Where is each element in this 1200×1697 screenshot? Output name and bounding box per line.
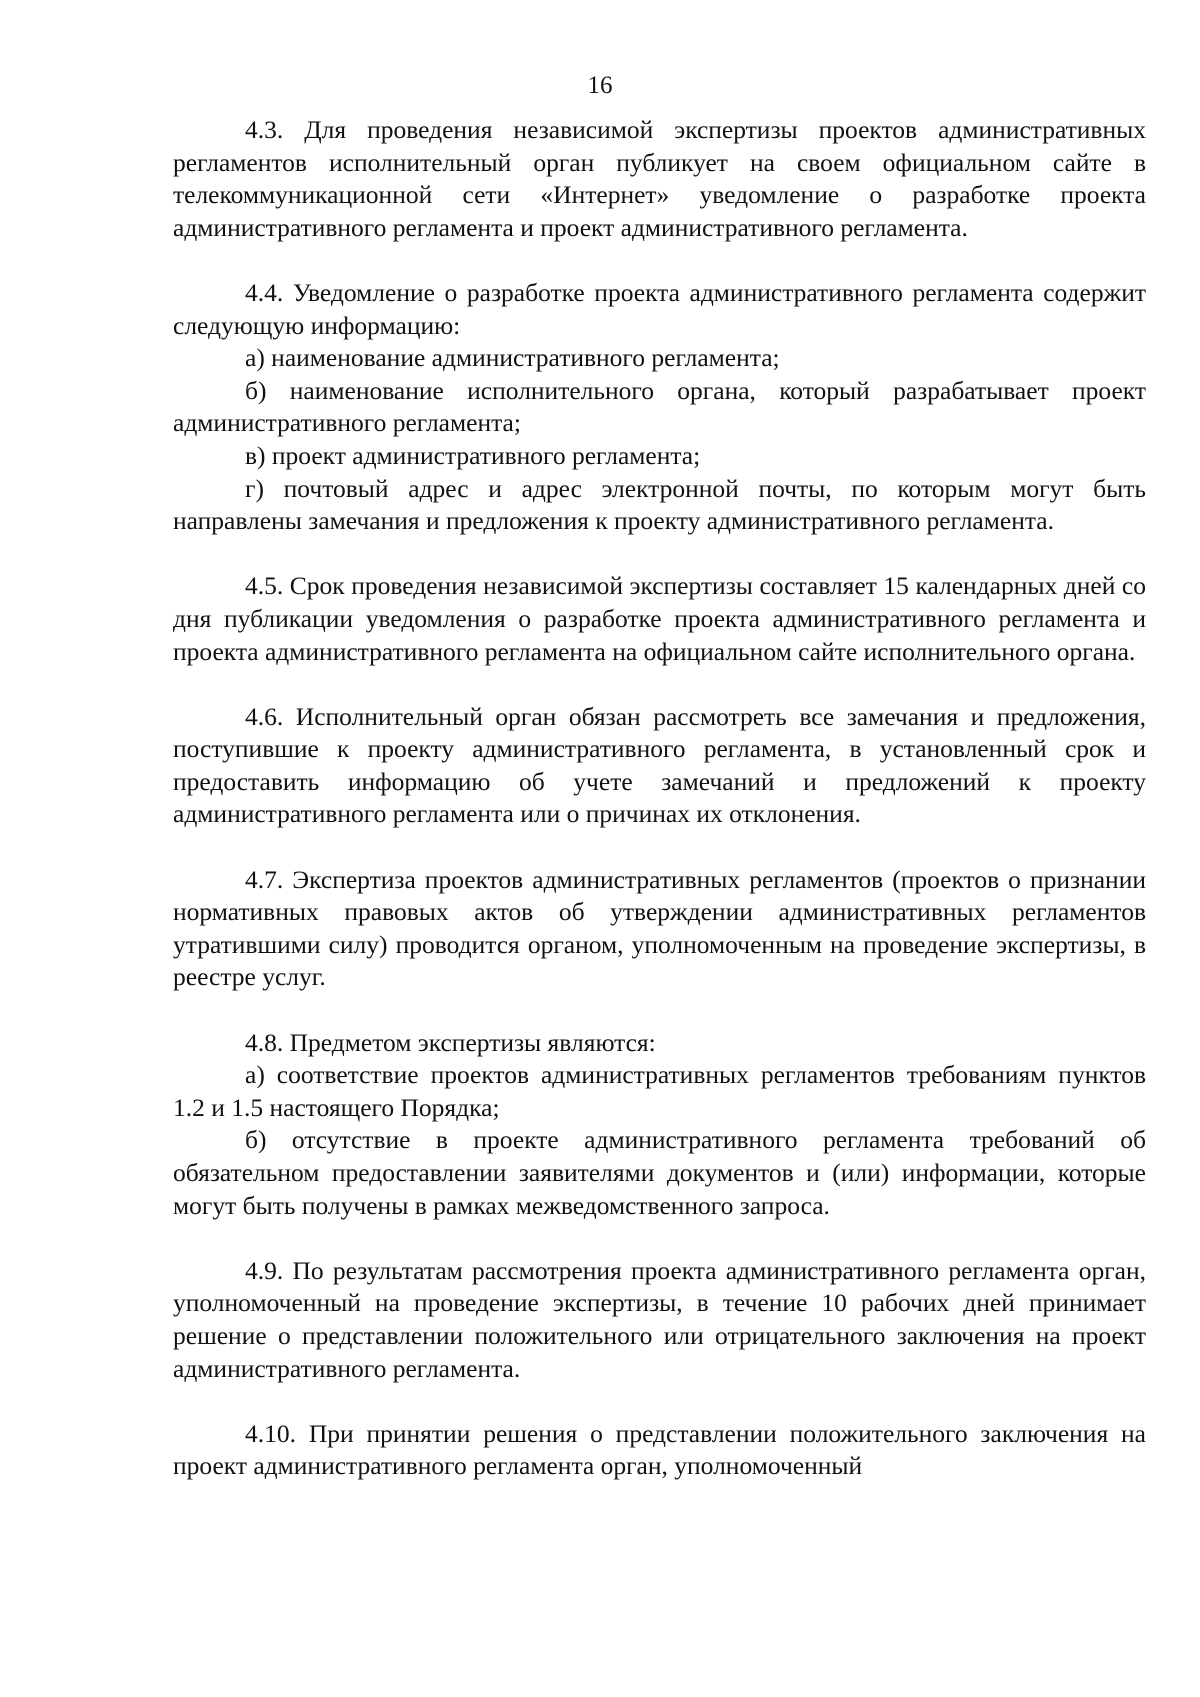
paragraph-4-6: 4.6. Исполнительный орган обязан рассмотреть все замечания и предложения, поступившие к проекту административного регламента, в установленный срок и предоставить информацию об учете замечаний и предложений к проекту административного регламента или о причинах их отклонения. bbox=[173, 701, 1146, 829]
paragraph-4-10: 4.10. При принятии решения о представлении положительного заключения на проект административного регламента орган, уполномоченный bbox=[173, 1418, 1146, 1481]
document-body bbox=[173, 114, 1146, 1483]
list-item-4-4-v: в) проект административного регламента; bbox=[245, 440, 701, 470]
paragraph-4-9: 4.9. По результатам рассмотрения проекта административного регламента орган, уполномоченный на проведение экспертизы, в течение 10 рабочих дней принимает решение о представлении положительного или отрицательного заключения на проект административного регламента. bbox=[173, 1255, 1146, 1383]
list-item-4-4-g: г) почтовый адрес и адрес электронной почты, по которым могут быть направлены замечания и предложения к проекту административного регламента. bbox=[173, 473, 1146, 536]
paragraph-4-5: 4.5. Срок проведения независимой экспертизы составляет 15 календарных дней со дня публикации уведомления о разработке проекта административного регламента и проекта административного регламента на официальном сайте исполнительного органа. bbox=[173, 571, 1146, 666]
paragraph-4-8: 4.8. Предметом экспертизы являются: bbox=[245, 1027, 656, 1057]
list-item-4-4-b: б) наименование исполнительного органа, который разрабатывает проект административного регламента; bbox=[173, 375, 1146, 438]
list-item-4-8-b: б) отсутствие в проекте административного регламента требований об обязательном предоставлении заявителями документов и (или) информации, которые могут быть получены в рамках межведомственного запроса. bbox=[173, 1125, 1146, 1220]
paragraph-4-3: 4.3. Для проведения независимой экспертизы проектов административных регламентов исполнительный орган публикует на своем официальном сайте в телекоммуникационной сети «Интернет» уведомление о разработке проекта административного регламента и проект административного регламента. bbox=[173, 115, 1146, 242]
paragraph-4-4: 4.4. Уведомление о разработке проекта административного регламента содержит следующую информацию: bbox=[173, 277, 1146, 340]
list-item-4-8-a: а) соответствие проектов административных регламентов требованиям пунктов 1.2 и 1.5 настоящего Порядка; bbox=[173, 1060, 1146, 1122]
paragraph-4-7: 4.7. Экспертиза проектов административных регламентов (проектов о признании нормативных правовых актов об утверждении административных регламентов утратившими силу) проводится органом, уполномоченным на проведение экспертизы, в реестре услуг. bbox=[173, 864, 1146, 992]
list-item-4-4-a: а) наименование административного регламента; bbox=[245, 343, 780, 373]
page-number: 16 bbox=[587, 72, 613, 99]
